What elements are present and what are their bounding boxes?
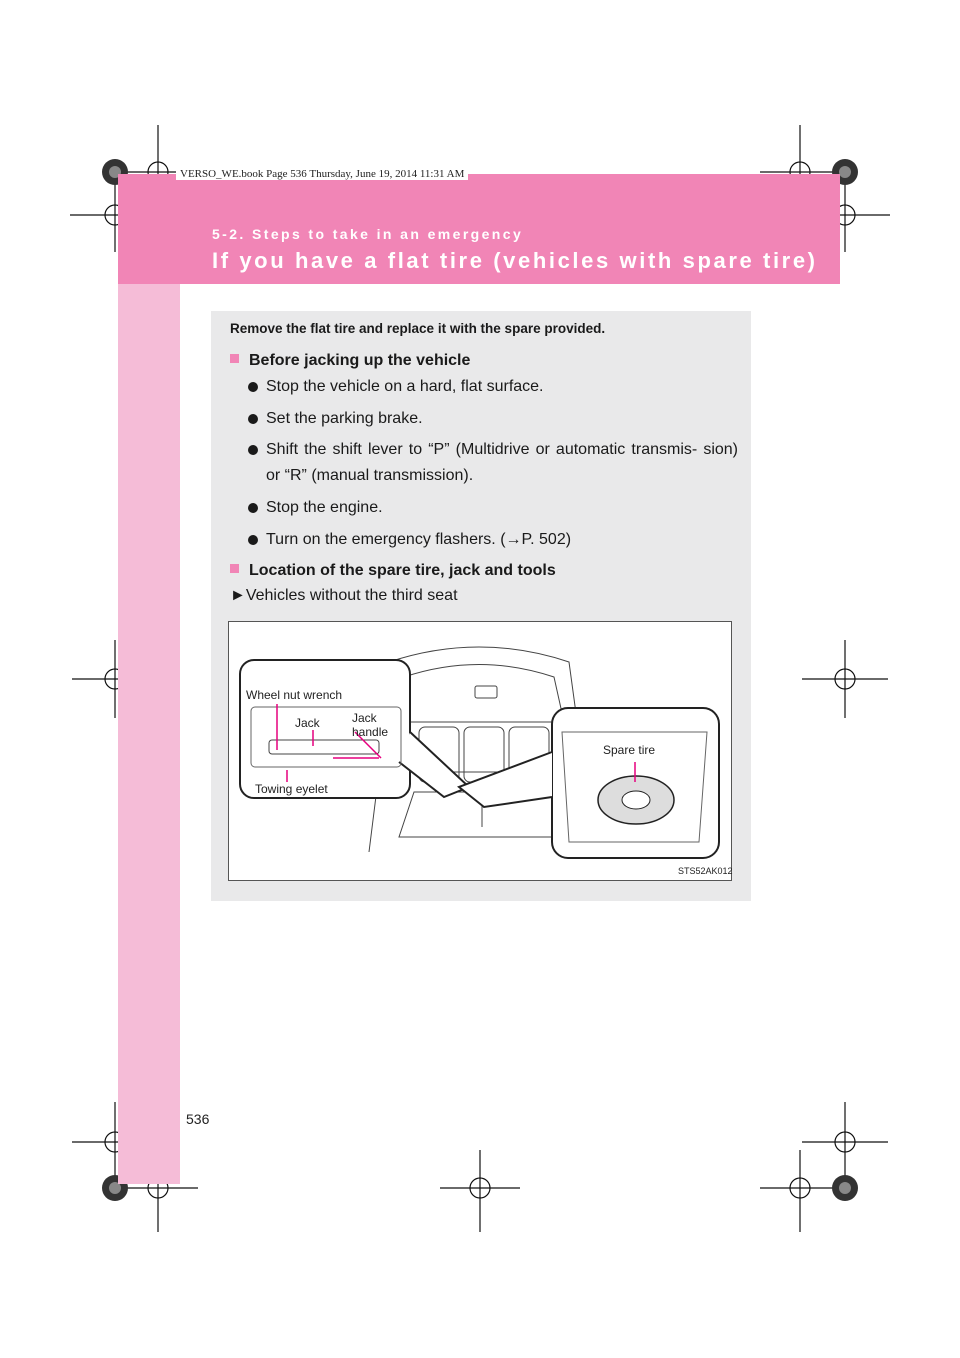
list-item: Set the parking brake.: [248, 406, 738, 432]
page-number: 536: [186, 1111, 210, 1127]
figure-code: STS52AK012: [678, 866, 733, 876]
crosshair-icon: [760, 1150, 840, 1232]
luggage-illustration: [229, 622, 731, 880]
vehicle-note: ►Vehicles without the third seat: [230, 587, 458, 604]
crosshair-icon: [802, 1102, 888, 1180]
jack-handle-label-line1: Jack: [352, 711, 377, 725]
location-heading: Location of the spare tire, jack and tools: [230, 562, 556, 580]
crosshair-icon: [802, 640, 888, 718]
section-label: 5-2. Steps to take in an emergency: [212, 226, 524, 242]
starburst-icon: [832, 1175, 858, 1201]
crosshair-icon: [440, 1150, 520, 1232]
wheel-nut-wrench-label: Wheel nut wrench: [246, 688, 343, 702]
luggage-figure: [228, 621, 732, 881]
sidebar-strip: [118, 174, 180, 1184]
towing-eyelet-label: Towing eyelet: [255, 782, 328, 796]
intro-text: Remove the flat tire and replace it with the spare provided.: [230, 321, 606, 336]
square-bullet-icon: [230, 564, 239, 573]
page-title: If you have a flat tire (vehicles with spare tire): [212, 248, 818, 273]
spare-tire-inset: [459, 708, 719, 858]
list-item: Stop the engine.: [248, 495, 738, 521]
list-item: Stop the vehicle on a hard, flat surface.: [248, 374, 738, 400]
bullet-dot-icon: [248, 535, 258, 545]
list-item: Turn on the emergency flashers. (→P. 502): [248, 527, 738, 553]
square-bullet-icon: [230, 354, 239, 363]
bullet-dot-icon: [248, 445, 258, 455]
list-item: Shift the shift lever to “P” (Multidrive or automatic transmis- sion) or “R” (manual transmission).: [248, 437, 738, 489]
bullet-dot-icon: [248, 414, 258, 424]
bullet-dot-icon: [248, 503, 258, 513]
before-heading: Before jacking up the vehicle: [230, 352, 470, 370]
book-info: VERSO_WE.book Page 536 Thursday, June 19, 2014 11:31 AM: [176, 168, 468, 180]
jack-label: Jack: [295, 716, 320, 730]
spare-tire-label: Spare tire: [603, 743, 656, 757]
jack-handle-label-line2: handle: [352, 725, 389, 739]
bullet-dot-icon: [248, 382, 258, 392]
